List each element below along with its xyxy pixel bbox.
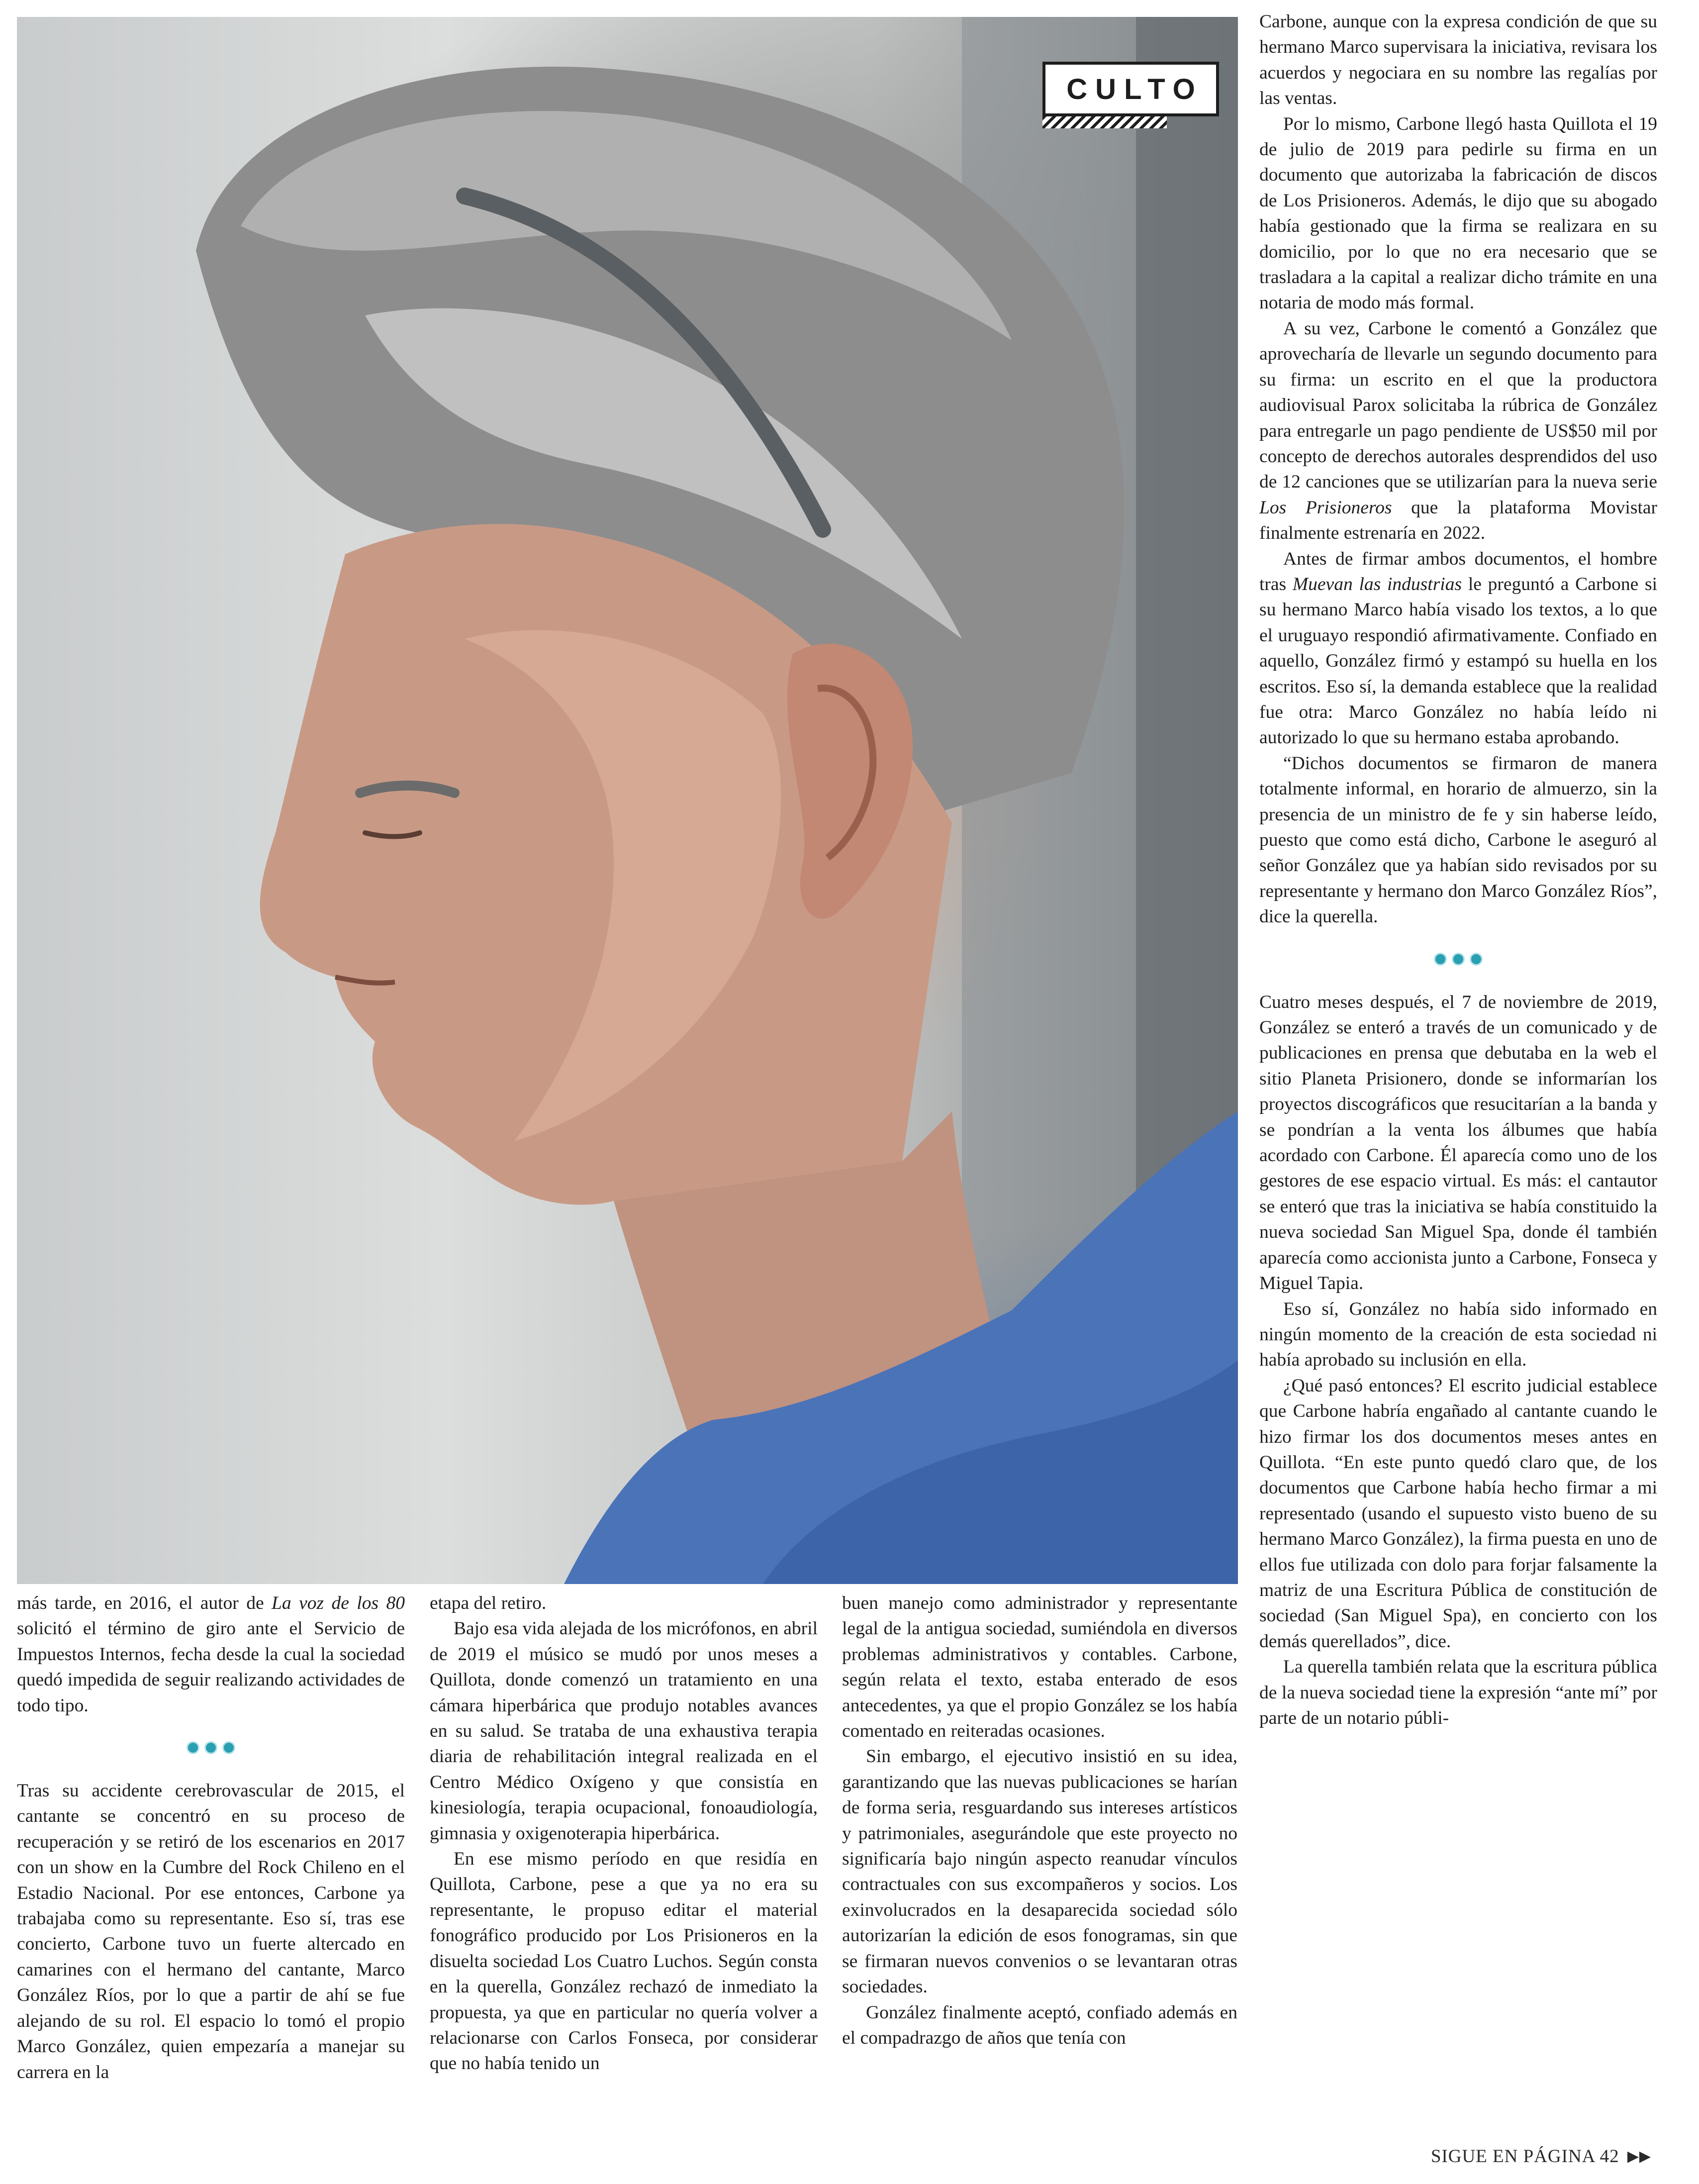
italic-title: Los Prisioneros	[1259, 497, 1392, 518]
paragraph: Por lo mismo, Carbone llegó hasta Quillota el 19 de julio de 2019 para pedirle su firma en un documento que autorizaba la fabricación de discos de Los Prisioneros. Además, le dijo que su abogado había gestionado que la firma se realizara en su domicilio, por lo que no era necesario que se trasladara a la capital a realizar dicho trámite en una notaria de modo más formal.	[1259, 113, 1657, 313]
paragraph: Cuatro meses después, el 7 de noviembre de 2019, González se enteró a través de un comunicado y de publicaciones en prensa que debutaba en la web el sitio Planeta Prisionero, donde se informarían los proyectos discográficos que resucitarían a la banda y se pondrían a la venta los álbumes que había acordado con Carbone. Él aparecía como uno de los gestores de ese espacio virtual. Es más: el cantautor se enteró que tras la iniciativa se había constituido la nueva sociedad San Miguel Spa, donde él también aparecía como accionista junto a Carbone, Fonseca y Miguel Tapia.	[1259, 992, 1657, 1294]
section-separator	[17, 1741, 405, 1756]
portrait-illustration	[17, 17, 1238, 1584]
paragraph: Sin embargo, el ejecutivo insistió en su idea, garantizando que las nuevas publicaciones se harían de forma seria, resguardando sus intereses artísticos y patrimoniales, asegurándole que este proyecto no significaría bajo ningún aspecto reanudar vínculos contractuales con sus excompañeros y socios. Los exinvolucrados en la desaparecida sociedad sólo autorizarían la edición de esos fonogramas, sin que se firmaran nuevos convenios o se levantaran otras sociedades.	[842, 1746, 1237, 1997]
section-badge	[1042, 62, 1219, 116]
italic-title: La voz de los 80	[272, 1593, 405, 1613]
paragraph: Carbone, aunque con la expresa condición de que su hermano Marco supervisara la iniciativa, revisara los acuerdos y negociara en su nombre las regalías por las ventas.	[1259, 11, 1657, 109]
double-arrow-right-icon: ▶▶	[1627, 2148, 1651, 2165]
continue-label: SIGUE EN PÁGINA 42	[1430, 2146, 1619, 2167]
profile-portrait-photo	[17, 17, 1238, 1584]
separator-dot-icon	[1434, 953, 1447, 966]
paragraph: más tarde, en 2016, el autor de La voz de los 80 solicitó el término de giro ante el Servicio de Impuestos Internos, fecha desde la cual la sociedad quedó impedida de seguir realizando actividades de todo tipo.	[17, 1593, 405, 1716]
paragraph: Antes de firmar ambos documentos, el hombre tras Muevan las industrias le preguntó a Carbone si su hermano Marco había visado los textos, a lo que el uruguayo respondió afirmativamente. Confiado en aquello, González firmó y estampó su huella en los escritos. Eso sí, la demanda establece que la realidad fue otra: Marco González no había leído ni autorizado lo que su hermano estaba aprobando.	[1259, 548, 1657, 748]
paragraph: Eso sí, González no había sido informado en ningún momento de la creación de esta sociedad ni había aprobado su inclusión en ella.	[1259, 1298, 1657, 1371]
separator-dot-icon	[187, 1741, 199, 1754]
article-column-bottom-3	[842, 1590, 1237, 2051]
separator-dot-icon	[204, 1741, 217, 1754]
paragraph: Bajo esa vida alejada de los micrófonos, en abril de 2019 el músico se mudó por unos meses a Quillota, donde comenzó un tratamiento en una cámara hiperbárica que produjo notables avances en su salud. Se trataba de una exhaustiva terapia diaria de rehabilitación integral realizada en el Centro Médico Oxígeno y que consistía en kinesiología, terapia ocupacional, fonoaudiología, gimnasia y oxigenoterapia hiperbárica.	[430, 1618, 818, 1844]
paragraph: González finalmente aceptó, confiado además en el compadrazgo de años que tenía con	[842, 2002, 1237, 2048]
paragraph: La querella también relata que la escritura pública de la nueva sociedad tiene la expresión “ante mí” por parte de un notario públi-	[1259, 1657, 1657, 1728]
separator-dot-icon	[1470, 953, 1483, 966]
article-column-bottom-1	[17, 1590, 405, 2085]
separator-dot-icon	[222, 1741, 235, 1754]
continue-on-page-link[interactable]	[1431, 2144, 1651, 2167]
section-badge-label: CULTO	[1066, 73, 1203, 105]
paragraph: “Dichos documentos se firmaron de manera totalmente informal, en horario de almuerzo, sin la presencia de un ministro de fe y sin haberse leído, puesto que como está dicho, Carbone le aseguró al señor González que ya habían sido revisados por su representante y hermano don Marco González Ríos”, dice la querella.	[1259, 753, 1657, 927]
article-column-right	[1259, 9, 1657, 1731]
paragraph: buen manejo como administrador y representante legal de la antigua sociedad, sumiéndola en diversos problemas administrativos y contables. Carbone, según relata el texto, estaba enterado de esos antecedentes, ya que el propio González se los había comentado en reiteradas ocasiones.	[842, 1593, 1237, 1742]
paragraph: Tras su accidente cerebrovascular de 2015, el cantante se concentró en su proceso de recuperación y se retiró de los escenarios en 2017 con un show en la Cumbre del Rock Chileno en el Estadio Nacional. Por ese entonces, Carbone ya trabajaba como su representante. Eso sí, tras ese concierto, Carbone tuvo un fuerte altercado en camarines con el hermano del cantante, Marco González Ríos, por lo que a partir de ahí se fue alejando de su rol. El espacio lo tomó el propio Marco González, quien empezaría a manejar su carrera en la	[17, 1781, 405, 2083]
paragraph: etapa del retiro.	[430, 1593, 547, 1613]
article-column-bottom-2	[430, 1590, 818, 2077]
paragraph: A su vez, Carbone le comentó a González que aprovecharía de llevarle un segundo documento para su firma: un escrito en el que la productora audiovisual Parox solicitaba la rúbrica de González para entregarle un pago pendiente de US$50 mil por concepto de derechos autorales desprendidos del uso de 12 canciones que se utilizarían para la nueva serie Los Prisioneros que la plataforma Movistar finalmente estrenaría en 2022.	[1259, 318, 1657, 544]
section-separator	[1259, 953, 1657, 968]
paragraph: En ese mismo período en que residía en Quillota, Carbone, pese a que ya no era su representante, le propuso editar el material fonográfico producido por Los Prisioneros en la disuelta sociedad Los Cuatro Luchos. Según consta en la querella, González rechazó de inmediato la propuesta, ya que en particular no quería volver a relacionarse con Carlos Fonseca, por considerar que no había tenido un	[430, 1849, 818, 2074]
paragraph: ¿Qué pasó entonces? El escrito judicial establece que Carbone habría engañado al cantante cuando le hizo firmar los dos documentos meses antes en Quillota. “En este punto quedó claro que, de los documentos que Carbone había hecho firmar a mi representado (usando el supuesto visto bueno de su hermano Marco González), la firma puesta en uno de ellos fue utilizada con dolo para forjar falsamente la matriz de una Escritura Pública de constitución de sociedad (San Miguel Spa), en concierto con los demás querellados”, dice.	[1259, 1375, 1657, 1652]
italic-title: Muevan las industrias	[1292, 574, 1462, 595]
badge-stripe-decoration	[1042, 116, 1167, 128]
separator-dot-icon	[1452, 953, 1465, 966]
